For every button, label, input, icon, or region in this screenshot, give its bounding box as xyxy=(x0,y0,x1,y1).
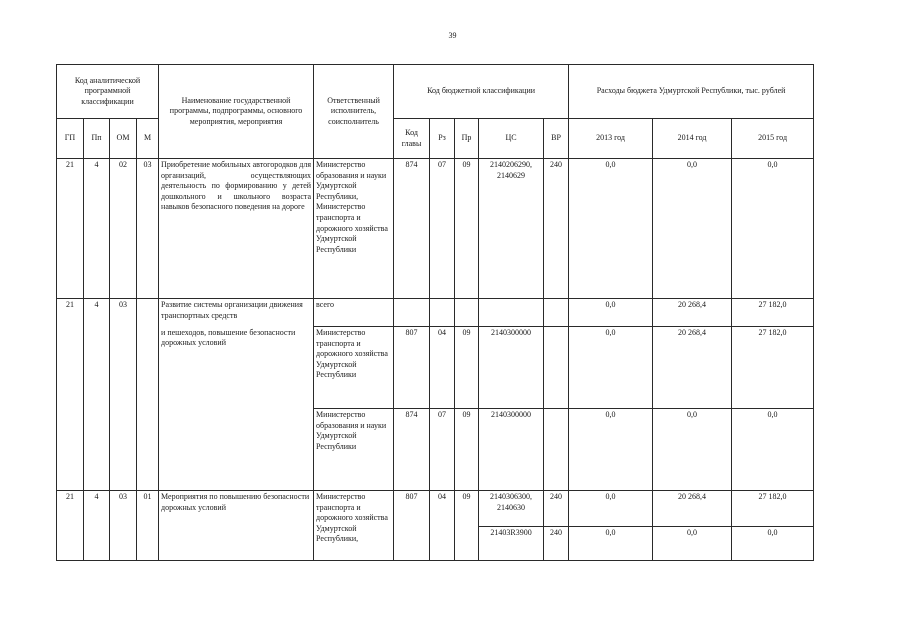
cell-rz: 04 xyxy=(430,327,455,409)
cell-pr: 09 xyxy=(455,327,479,409)
header-analytic-code: Код аналитической программной классификации xyxy=(57,65,159,119)
cell-cs: 2140300000 xyxy=(479,327,544,409)
cell-pp: 4 xyxy=(84,159,110,299)
cell-name-continued: и пешеходов, повышение безопасности дорожных условий xyxy=(159,327,314,491)
cell-pr: 09 xyxy=(455,491,479,561)
cell-kod-glavy: 807 xyxy=(394,327,430,409)
cell-kod-glavy xyxy=(394,299,430,327)
cell-vr: 240 xyxy=(544,159,569,299)
cell-om: 03 xyxy=(110,299,137,491)
header-budget-code: Код бюджетной классификации xyxy=(394,65,569,119)
cell-2014: 20 268,4 xyxy=(653,299,732,327)
cell-2014: 0,0 xyxy=(653,159,732,299)
cell-cs: 2140306300, 2140630 xyxy=(479,491,544,527)
cell-cs xyxy=(479,299,544,327)
header-kod-glavy: Код главы xyxy=(394,119,430,159)
header-expenses: Расходы бюджета Удмуртской Республики, тыс. рублей xyxy=(569,65,814,119)
cell-m: 03 xyxy=(137,159,159,299)
header-executor: Ответственный исполнитель, соисполнитель xyxy=(314,65,394,159)
cell-name: Мероприятия по повышению безопасности дорожных условий xyxy=(159,491,314,561)
cell-rz xyxy=(430,299,455,327)
budget-table xyxy=(56,64,814,561)
header-pp: Пп xyxy=(84,119,110,159)
cell-kod-glavy: 807 xyxy=(394,491,430,561)
cell-vr xyxy=(544,299,569,327)
header-2015: 2015 год xyxy=(732,119,814,159)
cell-m xyxy=(137,299,159,491)
header-rz: Рз xyxy=(430,119,455,159)
cell-rz: 07 xyxy=(430,409,455,491)
table-row xyxy=(57,159,814,299)
header-vr: ВР xyxy=(544,119,569,159)
header-m: М xyxy=(137,119,159,159)
table-row xyxy=(57,491,814,527)
cell-2013: 0,0 xyxy=(569,409,653,491)
cell-vr xyxy=(544,409,569,491)
cell-gp: 21 xyxy=(57,159,84,299)
cell-2013: 0,0 xyxy=(569,299,653,327)
header-gp: ГП xyxy=(57,119,84,159)
cell-2015: 27 182,0 xyxy=(732,491,814,527)
cell-rz: 04 xyxy=(430,491,455,561)
cell-om: 02 xyxy=(110,159,137,299)
cell-kod-glavy: 874 xyxy=(394,409,430,491)
cell-executor: Министерство транспорта и дорожного хозяйства Удмуртской Республики, xyxy=(314,491,394,561)
cell-m: 01 xyxy=(137,491,159,561)
cell-2015: 0,0 xyxy=(732,159,814,299)
cell-pr xyxy=(455,299,479,327)
cell-2015: 27 182,0 xyxy=(732,327,814,409)
cell-rz: 07 xyxy=(430,159,455,299)
cell-2013: 0,0 xyxy=(569,159,653,299)
cell-2013: 0,0 xyxy=(569,327,653,409)
page-number: 39 xyxy=(448,31,457,40)
cell-pp: 4 xyxy=(84,299,110,491)
cell-cs: 2140206290, 2140629 xyxy=(479,159,544,299)
cell-2013: 0,0 xyxy=(569,491,653,527)
cell-om: 03 xyxy=(110,491,137,561)
table-row xyxy=(57,299,814,327)
cell-pr: 09 xyxy=(455,409,479,491)
cell-2014: 20 268,4 xyxy=(653,491,732,527)
cell-cs: 21403R3900 xyxy=(479,527,544,561)
cell-2015: 27 182,0 xyxy=(732,299,814,327)
cell-2014: 20 268,4 xyxy=(653,327,732,409)
cell-executor: Министерство транспорта и дорожного хозяйства Удмуртской Республики xyxy=(314,327,394,409)
cell-pr: 09 xyxy=(455,159,479,299)
header-2013: 2013 год xyxy=(569,119,653,159)
cell-gp: 21 xyxy=(57,491,84,561)
cell-vr xyxy=(544,327,569,409)
cell-gp: 21 xyxy=(57,299,84,491)
cell-vr: 240 xyxy=(544,527,569,561)
cell-pp: 4 xyxy=(84,491,110,561)
header-om: ОМ xyxy=(110,119,137,159)
cell-2013: 0,0 xyxy=(569,527,653,561)
cell-executor: Министерство образования и науки Удмуртской Республики, Министерство транспорта и дорожного хозяйства Удмуртской Республики xyxy=(314,159,394,299)
header-pr: Пр xyxy=(455,119,479,159)
cell-2014: 0,0 xyxy=(653,409,732,491)
cell-executor: всего xyxy=(314,299,394,327)
cell-name: Приобретение мобильных автогородков для организаций, осуществляющих деятельность по формированию у детей дошкольного и школьного возраста навыков безопасного поведения на дороге xyxy=(159,159,314,299)
cell-2015: 0,0 xyxy=(732,409,814,491)
cell-2015: 0,0 xyxy=(732,527,814,561)
cell-kod-glavy: 874 xyxy=(394,159,430,299)
header-name: Наименование государственной программы, подпрограммы, основного мероприятия, мероприятия xyxy=(159,65,314,159)
cell-name: Развитие системы организации движения транспортных средств xyxy=(159,299,314,327)
cell-executor: Министерство образования и науки Удмуртской Республики xyxy=(314,409,394,491)
header-2014: 2014 год xyxy=(653,119,732,159)
cell-cs: 2140300000 xyxy=(479,409,544,491)
header-cs: ЦС xyxy=(479,119,544,159)
cell-2014: 0,0 xyxy=(653,527,732,561)
table-row xyxy=(57,327,814,409)
cell-vr: 240 xyxy=(544,491,569,527)
